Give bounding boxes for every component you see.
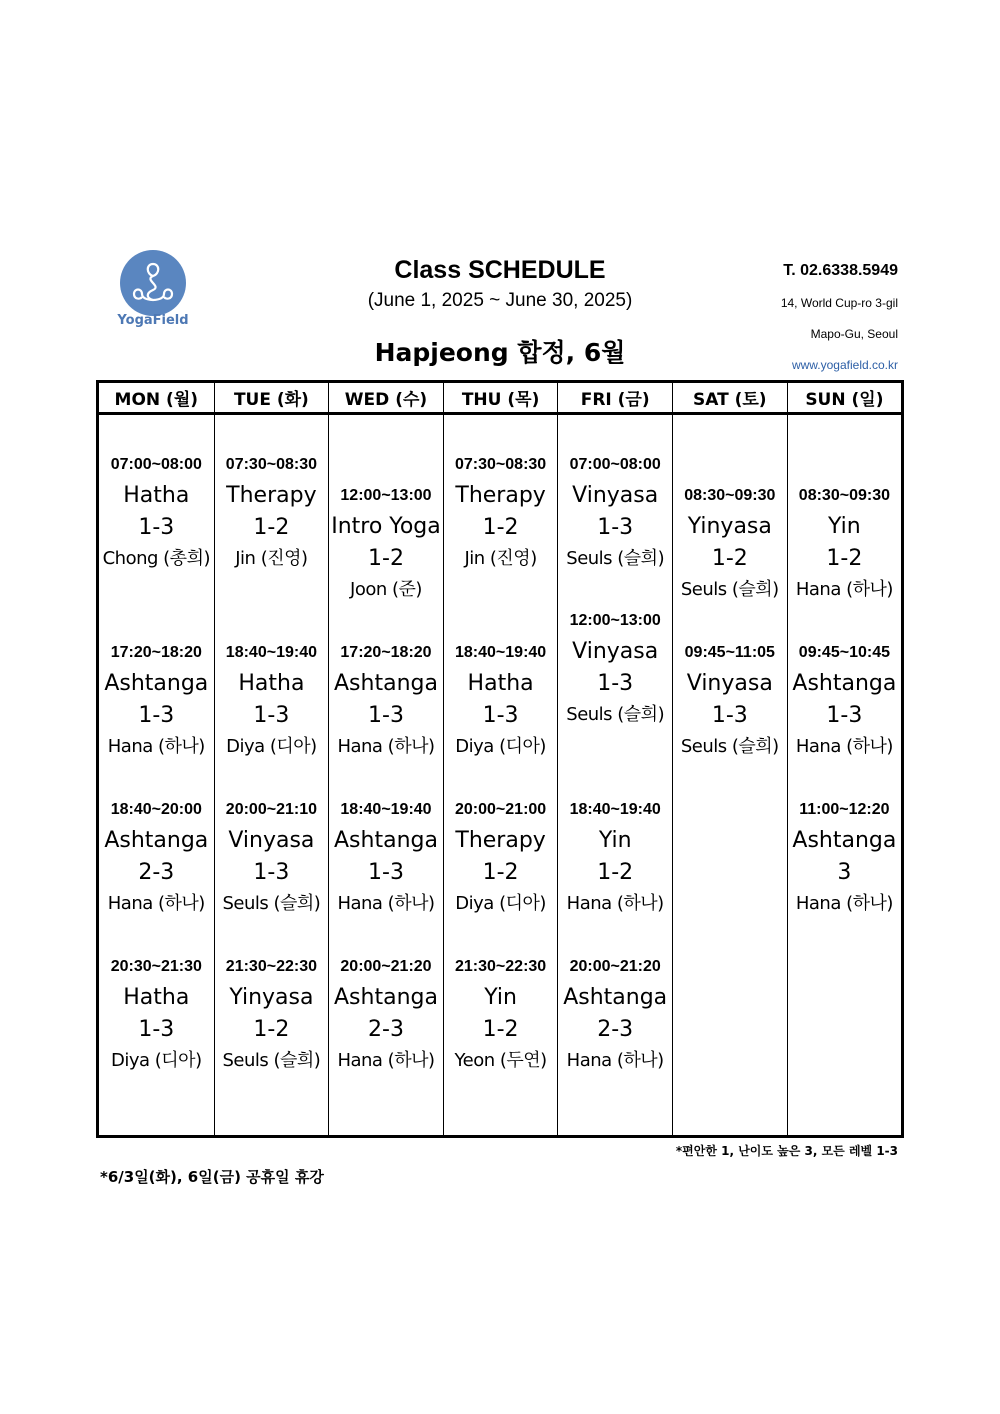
class-entry (329, 480, 443, 606)
class-level: 1-2 (482, 860, 519, 885)
class-name: Therapy (455, 483, 546, 508)
day-header: FRI (금) (558, 383, 672, 415)
class-name: Therapy (455, 828, 546, 853)
class-level: 1-3 (597, 671, 634, 696)
class-time: 21:30~22:30 (455, 958, 547, 975)
class-time: 12:00~13:00 (569, 612, 661, 629)
class-level: 1-2 (253, 1017, 290, 1042)
phone-number: T. 02.6338.5949 (783, 262, 898, 279)
class-time: 09:45~11:05 (684, 644, 775, 661)
class-entry (788, 480, 902, 606)
class-teacher: Seuls (슬희) (680, 579, 779, 600)
class-teacher: Diya (디아) (455, 893, 546, 914)
website-link[interactable]: www.yogafield.co.kr (791, 358, 898, 372)
class-teacher: Hana (하나) (795, 579, 893, 600)
branch-name: Hapjeong 합정, 6월 (374, 338, 626, 367)
class-level: 2-3 (138, 860, 175, 885)
day-column (214, 383, 329, 1135)
class-name: Intro Yoga (331, 514, 441, 539)
class-teacher: Joon (준) (350, 579, 422, 600)
class-entry (99, 794, 214, 920)
day-column (557, 383, 672, 1135)
class-teacher: Hana (하나) (107, 736, 205, 757)
day-column (328, 383, 443, 1135)
class-name: Ashtanga (792, 828, 897, 853)
class-time: 20:00~21:20 (569, 958, 661, 975)
day-header: THU (목) (444, 383, 558, 415)
class-time: 08:30~09:30 (798, 487, 890, 504)
class-name: Yin (828, 514, 861, 539)
class-level: 1-3 (711, 703, 748, 728)
class-time: 18:40~20:00 (110, 801, 202, 818)
class-time: 07:00~08:00 (569, 456, 661, 473)
class-time: 20:00~21:10 (225, 801, 317, 818)
class-level: 1-2 (826, 546, 863, 571)
class-entry (444, 951, 558, 1077)
class-name: Yinyasa (687, 514, 772, 539)
class-name: Hatha (467, 671, 534, 696)
class-name: Yinyasa (229, 985, 314, 1010)
class-time: 18:40~19:40 (340, 801, 432, 818)
class-time: 09:45~10:45 (798, 644, 890, 661)
class-teacher: Seuls (슬희) (222, 1050, 321, 1071)
class-name: Vinyasa (572, 483, 659, 508)
class-time: 17:20~18:20 (110, 644, 202, 661)
class-teacher: Seuls (슬희) (566, 704, 665, 725)
class-name: Vinyasa (572, 639, 659, 664)
class-level: 1-3 (253, 860, 290, 885)
class-level: 1-3 (368, 860, 404, 885)
class-level: 1-2 (711, 546, 748, 571)
address-line-2: Mapo-Gu, Seoul (810, 327, 898, 341)
class-time: 11:00~12:20 (799, 801, 890, 818)
class-time: 21:30~22:30 (225, 958, 317, 975)
class-name: Hatha (238, 671, 305, 696)
class-entry (99, 449, 214, 575)
class-name: Vinyasa (228, 828, 315, 853)
class-teacher: Hana (하나) (795, 893, 893, 914)
holiday-note: *6/3일(화), 6일(금) 공휴일 휴강 (100, 1168, 324, 1186)
class-teacher: Jin (진영) (235, 548, 308, 569)
class-level: 1-2 (482, 1017, 519, 1042)
class-level: 1-3 (597, 515, 634, 540)
class-entry (673, 637, 787, 763)
class-time: 07:00~08:00 (110, 456, 202, 473)
class-name: Therapy (226, 483, 317, 508)
class-entry (215, 951, 329, 1077)
class-entry (558, 951, 672, 1077)
logo-text: YogaField (117, 313, 189, 328)
class-entry (673, 480, 787, 606)
class-time: 07:30~08:30 (225, 456, 317, 473)
class-teacher: Hana (하나) (337, 893, 435, 914)
class-level: 1-3 (138, 515, 175, 540)
level-note: *편안한 1, 난이도 높은 3, 모든 레벨 1-3 (675, 1144, 898, 1158)
day-header: SAT (토) (673, 383, 787, 415)
class-level: 1-3 (138, 1017, 175, 1042)
page-title: Class SCHEDULE (394, 256, 606, 284)
class-teacher: Hana (하나) (566, 1050, 664, 1071)
day-header: TUE (화) (215, 383, 329, 415)
class-teacher: Yeon (두연) (454, 1050, 547, 1071)
class-entry (444, 637, 558, 763)
class-time: 20:00~21:20 (340, 958, 432, 975)
class-name: Ashtanga (334, 828, 438, 853)
schedule-table (96, 380, 904, 1138)
class-level: 1-2 (368, 546, 404, 571)
class-name: Ashtanga (334, 985, 438, 1010)
class-time: 18:40~19:40 (455, 644, 547, 661)
class-teacher: Diya (디아) (455, 736, 546, 757)
class-teacher: Hana (하나) (566, 893, 664, 914)
class-time: 12:00~13:00 (340, 487, 432, 504)
class-entry (788, 637, 902, 763)
class-level: 1-3 (482, 703, 519, 728)
day-header: MON (월) (99, 383, 214, 415)
class-teacher: Hana (하나) (795, 736, 893, 757)
class-entry (329, 794, 443, 920)
class-level: 1-3 (368, 703, 404, 728)
class-teacher: Diya (디아) (111, 1050, 202, 1071)
class-time: 18:40~19:40 (569, 801, 661, 818)
day-header: SUN (일) (788, 383, 902, 415)
day-column (672, 383, 787, 1135)
class-level: 1-2 (482, 515, 519, 540)
class-level: 1-3 (826, 703, 863, 728)
class-teacher: Jin (진영) (464, 548, 537, 569)
class-entry (444, 794, 558, 920)
class-name: Ashtanga (104, 671, 209, 696)
class-name: Yin (484, 985, 517, 1010)
class-level: 2-3 (597, 1017, 634, 1042)
class-level: 1-3 (253, 703, 290, 728)
schedule-dates: (June 1, 2025 ~ June 30, 2025) (367, 290, 633, 311)
class-level: 1-3 (138, 703, 175, 728)
class-teacher: Hana (하나) (337, 1050, 435, 1071)
lotus-figure-icon (120, 250, 186, 316)
class-teacher: Hana (하나) (337, 736, 435, 757)
class-entry (329, 951, 443, 1077)
class-level: 1-2 (597, 860, 634, 885)
class-time: 17:20~18:20 (340, 644, 432, 661)
class-entry (215, 794, 329, 920)
class-name: Yin (598, 828, 632, 853)
class-name: Vinyasa (686, 671, 773, 696)
class-name: Ashtanga (104, 828, 209, 853)
day-column (443, 383, 558, 1135)
address-line-1: 14, World Cup-ro 3-gil (780, 296, 898, 310)
class-level: 3 (837, 860, 852, 885)
class-entry (558, 794, 672, 920)
class-entry (99, 637, 214, 763)
class-entry (99, 951, 214, 1077)
class-entry (444, 449, 558, 575)
class-teacher: Seuls (슬희) (680, 736, 779, 757)
class-entry (788, 794, 902, 920)
class-entry (215, 637, 329, 763)
class-name: Ashtanga (792, 671, 897, 696)
class-level: 1-2 (253, 515, 290, 540)
class-teacher: Seuls (슬희) (566, 548, 665, 569)
class-teacher: Diya (디아) (226, 736, 317, 757)
class-name: Ashtanga (563, 985, 668, 1010)
class-time: 18:40~19:40 (225, 644, 317, 661)
class-teacher: Hana (하나) (107, 893, 205, 914)
class-time: 07:30~08:30 (455, 456, 547, 473)
class-name: Hatha (123, 985, 190, 1010)
class-name: Hatha (123, 483, 190, 508)
class-entry (558, 449, 672, 575)
class-time: 20:00~21:00 (455, 801, 547, 818)
class-entry (215, 449, 329, 575)
class-level: 2-3 (368, 1017, 404, 1042)
class-name: Ashtanga (334, 671, 438, 696)
class-teacher: Chong (총희) (102, 548, 210, 569)
day-header: WED (수) (329, 383, 443, 415)
yogafield-logo (108, 240, 203, 340)
class-entry (558, 605, 672, 731)
class-entry (329, 637, 443, 763)
day-column (99, 383, 214, 1135)
class-time: 20:30~21:30 (110, 958, 202, 975)
class-teacher: Seuls (슬희) (222, 893, 321, 914)
day-column (787, 383, 902, 1135)
class-time: 08:30~09:30 (684, 487, 776, 504)
